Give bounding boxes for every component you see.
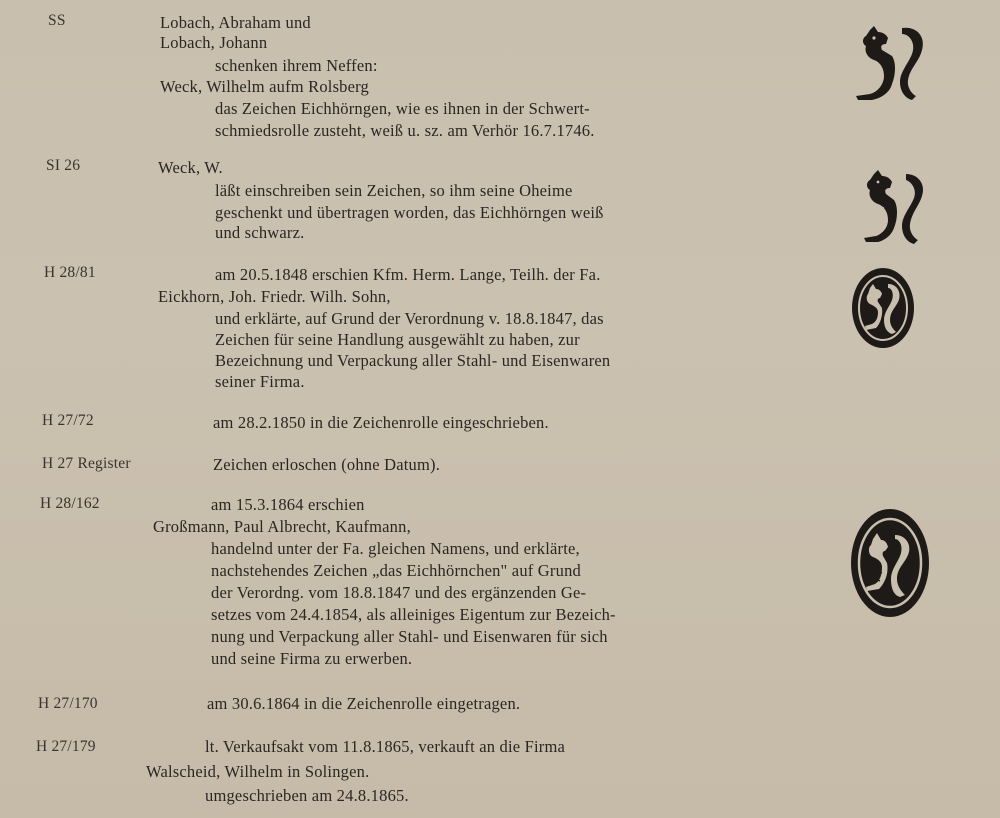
entry-line: und seine Firma zu erwerben. [211, 649, 413, 668]
entry-line: Eickhorn, Joh. Friedr. Wilh. Sohn, [158, 287, 391, 306]
entry-line: umgeschrieben am 24.8.1865. [205, 786, 409, 805]
entry-line: seiner Firma. [215, 372, 305, 391]
entry-line: geschenkt und übertragen worden, das Eichhörngen weiß [215, 203, 604, 222]
entry-reference: H 27/179 [36, 738, 96, 755]
entry-reference: SS [48, 12, 66, 29]
entry-line: schenken ihrem Neffen: [215, 56, 378, 75]
entry-line: das Zeichen Eichhörngen, wie es ihnen in der Schwert- [215, 99, 590, 118]
squirrel-mark-icon [852, 22, 928, 102]
entry-reference: H 28/81 [44, 264, 96, 281]
entry-line: Walscheid, Wilhelm in Solingen. [146, 762, 370, 781]
entry-line: der Verordng. vom 18.8.1847 und des ergänzenden Ge- [211, 583, 587, 602]
entry-line: und schwarz. [215, 223, 305, 242]
entry-reference: H 27 Register [42, 455, 131, 472]
entry-line: setzes vom 24.4.1854, als alleiniges Eigentum zur Bezeich- [211, 605, 616, 624]
entry-line: nung und Verpackung aller Stahl- und Eisenwaren für sich [211, 627, 608, 646]
squirrel-oval-seal-icon [849, 507, 931, 619]
entry-line: am 28.2.1850 in die Zeichenrolle eingeschrieben. [213, 413, 549, 432]
entry-line: Bezeichnung und Verpackung aller Stahl- und Eisenwaren [215, 351, 611, 370]
squirrel-mark-icon [862, 168, 928, 244]
entry-line: Zeichen erloschen (ohne Datum). [213, 455, 441, 474]
entry-line: und erklärte, auf Grund der Verordnung v. 18.8.1847, das [215, 309, 604, 328]
entry-line: Großmann, Paul Albrecht, Kaufmann, [153, 517, 411, 536]
entry-line: am 30.6.1864 in die Zeichenrolle eingetragen. [207, 694, 521, 713]
entry-line: am 20.5.1848 erschien Kfm. Herm. Lange, Teilh. der Fa. [215, 265, 601, 284]
entry-line: schmiedsrolle zusteht, weiß u. sz. am Verhör 16.7.1746. [215, 121, 595, 140]
entry-reference: H 28/162 [40, 495, 100, 512]
entry-line: handelnd unter der Fa. gleichen Namens, und erklärte, [211, 539, 580, 558]
entry-line: Weck, W. [158, 158, 223, 177]
entry-reference: H 27/170 [38, 695, 98, 712]
entry-line: Lobach, Abraham und [160, 13, 311, 32]
entry-line: lt. Verkaufsakt vom 11.8.1865, verkauft an die Firma [205, 737, 566, 756]
entry-reference: H 27/72 [42, 412, 94, 429]
entry-line: am 15.3.1864 erschien [211, 495, 365, 514]
entry-line: läßt einschreiben sein Zeichen, so ihm seine Oheime [215, 181, 573, 200]
entry-line: Lobach, Johann [160, 33, 268, 52]
entry-line: Zeichen für seine Handlung ausgewählt zu haben, zur [215, 330, 580, 349]
entry-line: nachstehendes Zeichen „das Eichhörnchen" auf Grund [211, 561, 581, 580]
entry-line: Weck, Wilhelm aufm Rolsberg [160, 77, 370, 96]
entry-reference: SI 26 [46, 157, 81, 174]
squirrel-oval-seal-icon [850, 266, 916, 350]
